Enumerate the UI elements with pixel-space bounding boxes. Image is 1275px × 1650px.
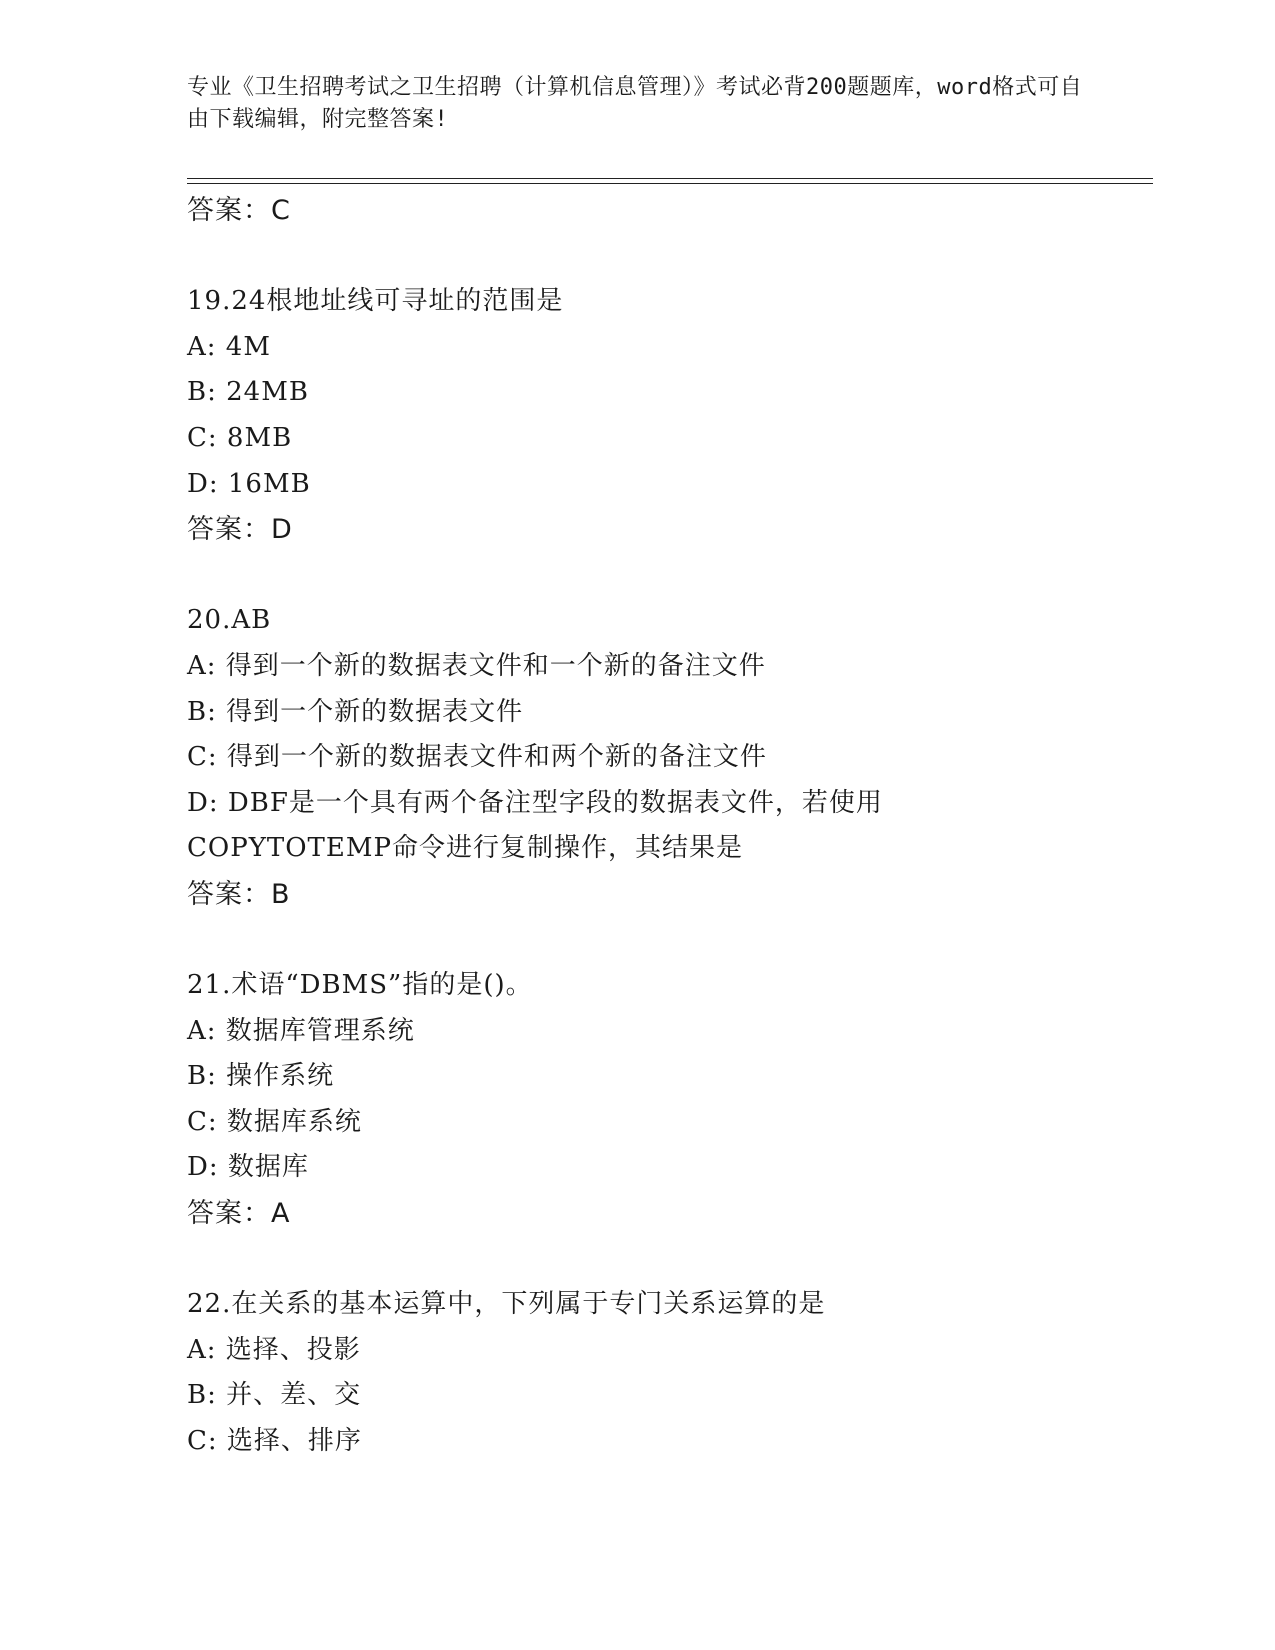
question-stem-q22: 22.在关系的基本运算中，下列属于专门关系运算的是 [187,1289,826,1320]
option-c-q19: C: 8MB [187,422,293,453]
option-b-q21: B: 操作系统 [187,1061,335,1092]
question-stem-q19: 19.24根地址线可寻址的范围是 [187,286,564,317]
question-stem-q21: 21.术语“DBMS”指的是()。 [187,970,533,1001]
header-divider-bottom [187,183,1153,184]
option-b-q22: B: 并、差、交 [187,1380,362,1411]
option-d-q20: D: DBF是一个具有两个备注型字段的数据表文件，若使用COPYTOTEMP命令进行复制操作，其结果是 [187,787,883,864]
option-c-q21: C: 数据库系统 [187,1106,362,1137]
question-stem-q20: 20.AB [187,605,272,636]
option-d-q19: D: 16MB [187,468,311,499]
option-d-q21: D: 数据库 [187,1152,309,1183]
option-b-q20: B: 得到一个新的数据表文件 [187,696,524,727]
option-a-q21: A: 数据库管理系统 [187,1015,415,1046]
answer-q18: 答案：C [187,195,291,226]
answer-q20: 答案：B [187,878,291,910]
option-c-q22: C: 选择、排序 [187,1426,362,1457]
question-list [187,188,1087,1465]
option-c-q20: C: 得到一个新的数据表文件和两个新的备注文件 [187,742,767,773]
document-header: 专业《卫生招聘考试之卫生招聘（计算机信息管理）》考试必背200题题库，word格式可自由下载编辑，附完整答案! [187,75,1083,132]
option-b-q19: B: 24MB [187,377,309,408]
option-a-q22: A: 选择、投影 [187,1334,361,1365]
option-a-q20: A: 得到一个新的数据表文件和一个新的备注文件 [187,650,766,681]
header-divider-top [187,178,1153,179]
answer-q19: 答案：D [187,514,293,546]
answer-q21: 答案：A [187,1198,291,1230]
option-a-q19: A: 4M [187,331,271,362]
